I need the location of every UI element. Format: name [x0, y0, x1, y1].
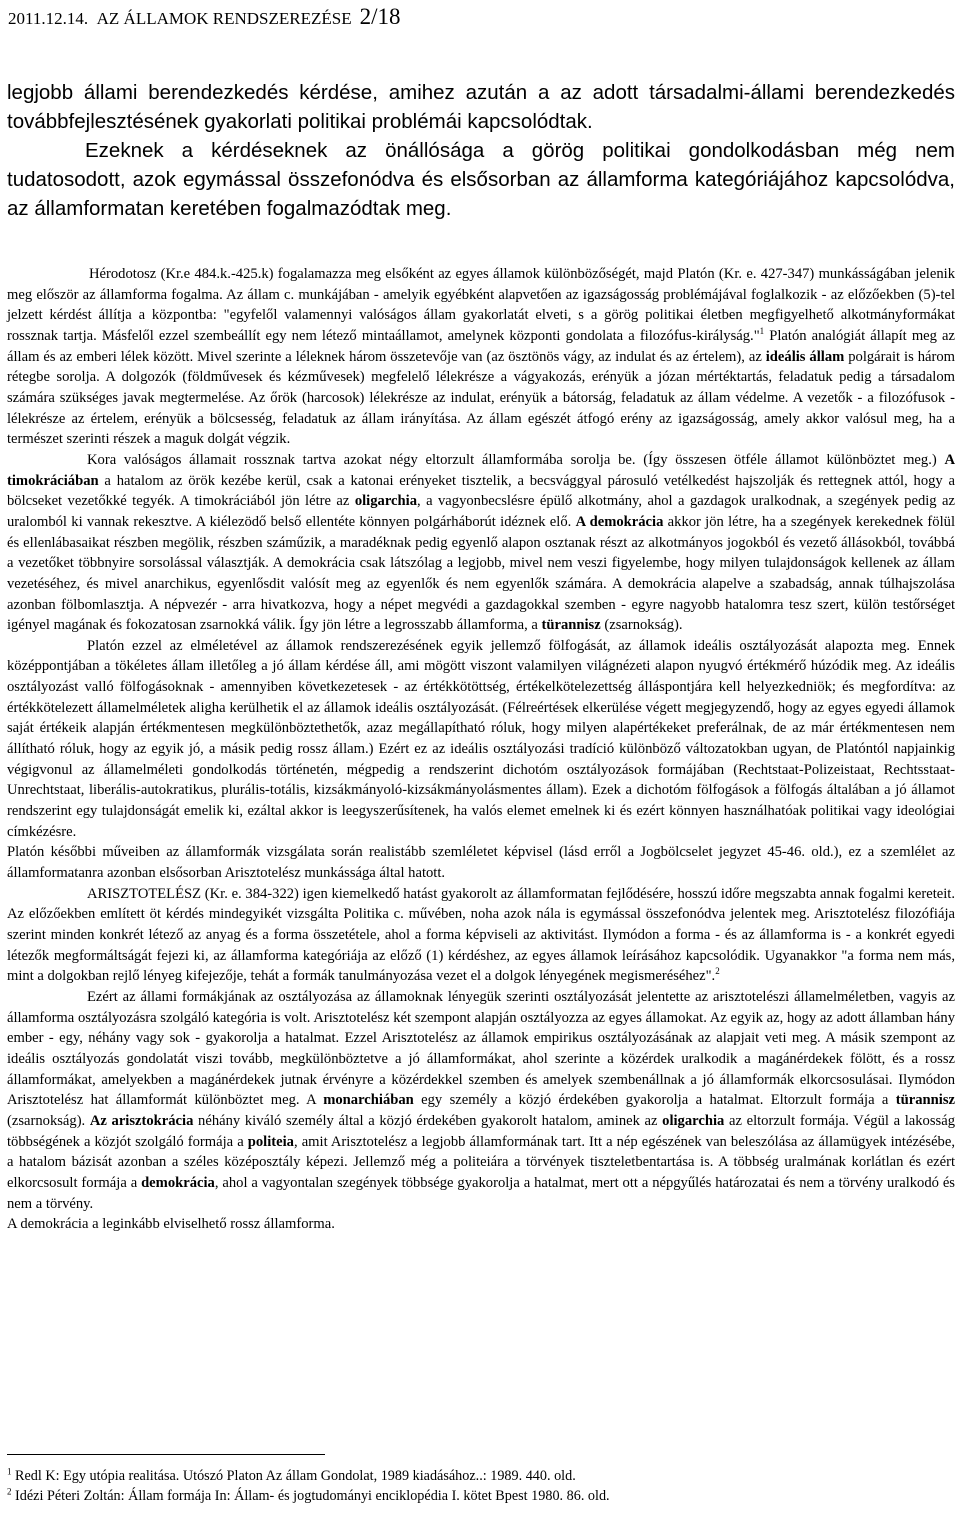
text-run: Kora valóságos államait rossznak tartva azokat négy eltorzult államformába sorolja be. (Így összesen ötféle államot különböztet meg.) [87, 451, 945, 468]
footnote-text-2: Idézi Péteri Zoltán: Állam formája In: Állam- és jogtudományi enciklopédia I. kötet Bpest 1980. 86. old. [15, 1488, 610, 1504]
text-run: az eltorzult formája. Végül a lakosság többségének a közjót szolgáló formája a [7, 1112, 955, 1150]
bold-term: politeia [247, 1133, 294, 1150]
text-run: egy személy a közjó érdekében gyakorolja a hatalmat. Eltorzult formája a [413, 1092, 896, 1109]
footnotes [7, 1466, 955, 1506]
paragraph-herodotus [7, 264, 955, 450]
paragraph-kora [7, 450, 955, 636]
text-run: , ahol a vagyontalan szegények többsége gyakorolja a hatalmat, mert ott a népgyűlés határozatai és nem a törvény uralkodó és nem a törvény. [7, 1174, 955, 1212]
intro-paragraph-2: Ezeknek a kérdéseknek az önállósága a görög politikai gondolkodásban még nem tudatosodott, azok egymással összefonódva és elsősorban az államforma kategóriájához kapcsolódva, az államformatan keretében fogalmazódtak meg. [7, 139, 955, 220]
bold-term: ideális állam [765, 348, 845, 365]
footnote-2 [7, 1486, 955, 1506]
text-run: , a vagyonbecslésre épülő alkotmány, ahol a gazdagok uralkodnak, a szegények pedig az uralomból ki vannak rekesztve. A kiélezödő belső ellentéte könnyen polgárháborút idéznek elő. [7, 493, 955, 530]
header-date: 2011.12.14. [8, 9, 89, 28]
footnote-text-1: Redl K: Egy utópia realitása. Utószó Platon Az állam Gondolat, 1989 kiadásához..: 1989. 440. old. [15, 1468, 576, 1484]
text-run: Hérodotosz (Kr.e 484.k.-425.k) fogalamazza meg elsőként az egyes államok különbözőségét, majd Platón (Kr. e. 427-347) munkásságában jelenik meg először az államforma fogalma. Az állam c. munkájában - amelyik egyébként alapvetően az igazságosság problémájával foglalkozik - az előzőekben (5)-tel jelzett kérdést állítja a központba: "egyfelől valamennyi valóságos állam gyakorlatát elveti, s a görög politikai életben megfigyelhető alkotmányformákat rossznak tartja. Másfelől ezzel szembeállít egy nem létező mintaállamot, amelynek központi gondolata a filozófus-királyság." [7, 266, 955, 344]
text-run: Ezért az állami formákjának az osztályozása az államoknak lényegük szerinti osztályozását jelentette az arisztotelészi államelméletben, vagyis az államforma osztályozásra szolgáló kategória is volt. Arisztotelész két szempont alapján osztályozza az egyes államokat. Az egyik az, hogy az adott államban hány ember - egy, néhány vagy sok - gyakorolja a hatalmat. Ezzel Arisztotelész az államok empirikus osztályozásának az alapjait veti meg. A másik szempont az ideális osztályozás gondolatát viszi tovább, megkülönböztetve a jó államformákat, ahol szerinte a közérdek uralkodik a magánérdekek fölött, és a rossz államformákat, amelyekben a magánérdekek jutnak érvényre a közérdekkel szemben és amelyek szembenállnak a jó államformák elkorcsosulásai. Ilymódon Arisztotelész hat államformát különböztet meg. A [7, 988, 955, 1109]
text-run: akkor jön létre, ha a szegények kerekednek fölül és ellenlábasaikat részben megölik, részben száműzik, a maradéknak pedig egyenlő alapon osztanak részt az alkotmányos jogokból és vezető állásokból, továbbá a vezetőket többnyire sorsolással választják. A demokrácia csak látszólag a legjobb, mivel nem veszi figyelembe, hogy milyen tulajdonságok kellenek az állam vezetéséhez, és mivel anarchikus, egyenlősdit valósít meg az egyenlők és nem egyenlők számára. A demokrácia alapelve a szabadság, annak túlhajszolása azonban fölbomlasztja. A népvezér - arra hivatkozva, hogy a népet megvédi a gazdagokkal szemben - egyre nagyobb hatalomra tesz szert, külön testőrséget igényel magának és fokozatosan zsarnokká válik. Így jön létre a legrosszabb államforma, a [7, 513, 955, 634]
paragraph-last: A demokrácia a leginkább elviselhető rossz államforma. [7, 1216, 335, 1233]
text-run: a hatalom az örök kezébe kerül, csak a katonai erényeket tisztelik, a becsvággyal párosuló vetélkedést hajszolják és rettegnek attól, hogy a bölcseket vezetőkké tegyék. A timokráciából jön létre az [7, 472, 955, 510]
bold-term: Az arisztokrácia [89, 1112, 194, 1129]
header-title: AZ ÁLLAMOK RENDSZEREZÉSE [96, 9, 352, 28]
body-text [7, 264, 955, 1235]
paragraph-aristotle [7, 884, 955, 987]
footnote-1 [7, 1466, 955, 1486]
intro-section [7, 78, 955, 223]
bold-term: A timokráciában [7, 451, 955, 489]
paragraph-classification [7, 987, 955, 1214]
bold-term: A demokrácia [575, 513, 664, 530]
footnote-divider [7, 1454, 325, 1455]
bold-term: demokrácia [141, 1174, 215, 1191]
paragraph-platon: Platón ezzel az elméletével az államok rendszerezésének egyik jellemző fölfogását, az államok ideális osztályozását alapozta meg. Ennek középpontjában a tökéletes állam illetőleg a jó állam kérdése áll, ami mögött viszont valamilyen világnézeti alapon nyugvó értékmérő húzódik meg. Az ideális osztályozást valló fölfogásoknak - amennyiben következetesek - az értékkötöttség, értékelkötelezettség álláspontjára kell helyezkedniök; és megfordítva: az értékkötelezett államelméletek aligha kerülhetik el az államok ideális osztályozását. (Félreértések elkerülése végett megjegyzendő, hogy az egyes egyedi államok saját értékeik alapján értékmentesen megkülönböztethetők, azaz megállapítható róluk, hogy milyen alapértékeket preferálnak, de az már értékmentesen nem állítható róluk, hogy az egyik jó, a másik pedig rossz állam.) Ezért ez az ideális osztályozási tradíció különböző változatokban ugyan, de Platóntól napjainkig végigvonul az államelméleti gondolkodás történetén, mégpedig a rendszerint dichotóm osztályozások formájában (Rechtstaat-Polizeistaat, Rechtsstaat-Unrechtstaat, liberális-autokratikus, plurális-totális, kizsákmányoló-kizsákmányolásmentes állam). Ezek a dichotóm fölfogások a fölfogás általában a jó államot rendszerint egy tulajdonságát emelik ki, ezáltal akkor is leegyszerűsítenek, ha valós elemet emelnek ki és ezért könnyen használhatóak politikai vagy ideológiai címkézésre. [7, 637, 955, 840]
footnote-ref-1: 1 [759, 326, 765, 337]
text-run: Platón analógiát állapít meg az állam és az emberi lélek között. Mivel szerinte a léleknek három összetevője van (az ösztönös vágy, az indulat és az értelem), az [7, 327, 955, 365]
intro-paragraph-1: legjobb állami berendezkedés kérdése, amihez azután a az adott társadalmi-állami berendezkedés továbbfejlesztésének gyakorlati politikai problémái kapcsolódtak. [7, 81, 955, 133]
text-run: (zsarnokság). [600, 617, 683, 634]
page-number: 2/18 [359, 4, 401, 29]
text-run: néhány kiváló személy által a közjó érdekében gyakorolt hatalom, aminek az [193, 1112, 663, 1129]
text-run: polgárait is három rétegbe sorolja. A dolgozók (földművesek és kézművesek) megfelelő lélekrésze a vágyakozás, erényük a józan mértéktartás, feladatuk pedig a társadalom számára szükséges javak megtermelése. Az őrök (harcosok) lélekrésze az indulat, erényük a bátorság, feladatuk az állam védelme. A vezetők - a filozófusok - lélekrésze az értelem, erényük a bölcsesség, feladatuk az állam irányítása. Az állam egészét átfogó erény az igazságosság, amely akkor valósul meg, ha a természet szerinti részek a maguk dolgát végzik. [7, 348, 956, 448]
bold-term: oligarchia [354, 493, 417, 510]
footnote-number-1: 1 [7, 1466, 12, 1477]
page-header [8, 4, 401, 30]
bold-term: monarchiában [323, 1092, 414, 1109]
footnote-number-2: 2 [7, 1486, 12, 1497]
text-run: ARISZTOTELÉSZ (Kr. e. 384-322) igen kiemelkedő hatást gyakorolt az államformatan fejlődésére, hosszú időre megszabta annak fogalmi kereteit. Az előzőekben említett öt kérdés mindegyikét vizsgálta Politika c. művében, noha azok nála is egymással összefonódva jelentek meg. Arisztotelész filozófiája szerint minden konkrét létező az anyag és a forma összetétele, ahol a forma képviseli az aktivitást. Ilymódon a forma - és az államforma is - a konkrét egyedi létezők megformáltságát fejezi ki, az államforma kategóriája az előző (1) kérdéshez, az egyes államok leírásához kapcsolódik. Ugyanakkor "a forma nem más, mint a dolgokban rejlő lényeg kifejezője, tehát a formák tanulmányozása vezet el a dolgok lényegének megismeréséhez". [7, 885, 955, 985]
footnote-ref-2: 2 [715, 966, 720, 977]
bold-term: oligarchia [662, 1112, 725, 1129]
text-run: (zsarnokság). [7, 1112, 90, 1129]
text-run: , amit Arisztotelész a legjobb államformának tart. Itt a nép egészének van beleszólása az államügyek intézésébe, a hatalom bázisát azonban a széles középosztály képezi. Jellemző még a politeiára a törvények tiszteletbentartása is. A többség uralmának korlátlan és ezért elkorcsosult formája a [7, 1133, 955, 1191]
bold-term: türannisz [895, 1092, 955, 1109]
bold-term: türannisz [541, 617, 601, 634]
paragraph-platon-later: Platón későbbi műveiben az államformák vizsgálata során realistább szemléletet képvisel (lásd erről a Jogbölcselet jegyzet 45-46. old.), ez a szemlélet az államformatanra azonban elsősorban Arisztotelész munkássága által hatott. [7, 844, 955, 882]
